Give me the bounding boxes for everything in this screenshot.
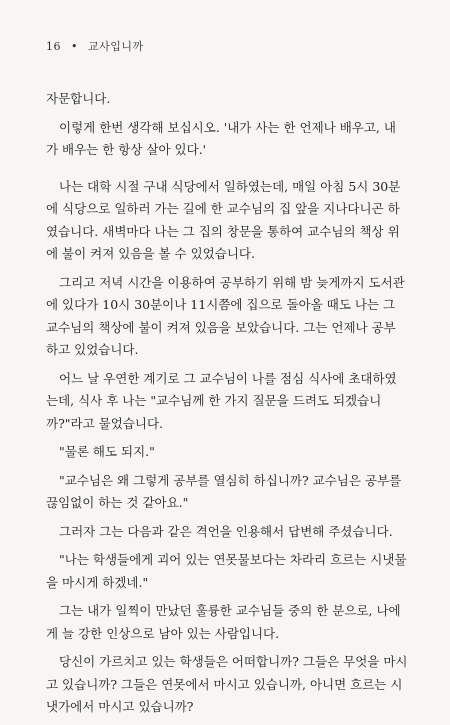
text-line: 당신이 가르치고 있는 학생들은 어떠합니까? 그들은 무엇을 마시 (59, 654, 408, 669)
text-line: 어느 날 우연한 계기로 그 교수님이 나를 점심 식사에 초대하였 (59, 370, 397, 386)
paragraph (46, 651, 416, 719)
text-line: 나는 대학 시절 구내 식당에서 일하였는데, 매일 아침 5시 30분 (59, 178, 401, 194)
text-line: 냇가에서 마시고 있습니까? (46, 699, 194, 714)
text-line: 하고 있었습니다. (46, 342, 139, 357)
text-line: 가 배우는 한 항상 살아 있다.' (46, 142, 207, 157)
page-number: 16 (46, 40, 61, 53)
paragraph (46, 368, 416, 436)
paragraph (46, 272, 416, 362)
text-line: "나는 학생들에게 괴어 있는 연못물보다는 차라리 흐르는 시냇물 (59, 552, 407, 567)
text-line: 그는 내가 일찍이 만났던 훌륭한 교수님들 중의 한 분으로, 나에 (59, 603, 401, 618)
text-line: 게 늘 강한 인상으로 남아 있는 사람입니다. (46, 625, 280, 641)
text-line: 그리고 저녁 시간을 이용하여 공부하기 위해 밤 늦게까지 도서관 (59, 274, 405, 290)
text-line: 교수님의 책상에 불이 켜져 있음을 보았습니다. 그는 언제나 공부 (46, 319, 396, 335)
paragraph (46, 600, 416, 645)
paragraph (46, 470, 416, 515)
text-line: 는데, 식사 후 나는 "교수님께 한 가지 질문을 드려도 되겠습니 (46, 393, 382, 408)
paragraph (46, 521, 416, 544)
running-title: 교사입니까 (88, 40, 144, 53)
text-line: 에 식당으로 일하러 가는 길에 한 교수님의 집 앞을 지나다니곤 하 (46, 201, 400, 216)
paragraph (46, 441, 416, 464)
text-line: 그러자 그는 다음과 같은 격언을 인용해서 답변해 주셨습니다. (59, 523, 393, 539)
text-line: 고 있습니까? 그들은 연못에서 마시고 있습니까, 아니면 흐르는 시 (46, 676, 403, 692)
text-line: "물론 해도 되지." (59, 444, 155, 459)
running-head (46, 38, 150, 54)
text-line: 자문합니다. (46, 91, 111, 106)
paragraph (46, 88, 416, 111)
header-bullet: • (71, 40, 78, 53)
text-line: "교수님은 왜 그렇게 공부를 열심히 하십니까? 교수님은 공부를 (59, 472, 402, 488)
text-line: 에 불이 켜져 있음을 볼 수 있었습니다. (46, 246, 255, 261)
text-line: 이렇게 한번 생각해 보십시오. '내가 사는 한 언제나 배우고, 내 (59, 119, 396, 135)
text-line: 까?"라고 물었습니다. (46, 415, 163, 431)
text-line: 에 있다가 10시 30분이나 11시쯤에 집으로 돌아올 때도 나는 그 (46, 297, 396, 312)
text-line: 끊임없이 하는 것 같아요." (46, 495, 189, 510)
text-line: 을 마시게 하겠네." (46, 574, 149, 590)
text-line: 였습니다. 새벽마다 나는 그 집의 창문을 통하여 교수님의 책상 위 (46, 223, 400, 239)
body-text (46, 88, 416, 725)
paragraph (46, 176, 416, 266)
paragraph (46, 549, 416, 594)
paragraph (46, 117, 416, 162)
